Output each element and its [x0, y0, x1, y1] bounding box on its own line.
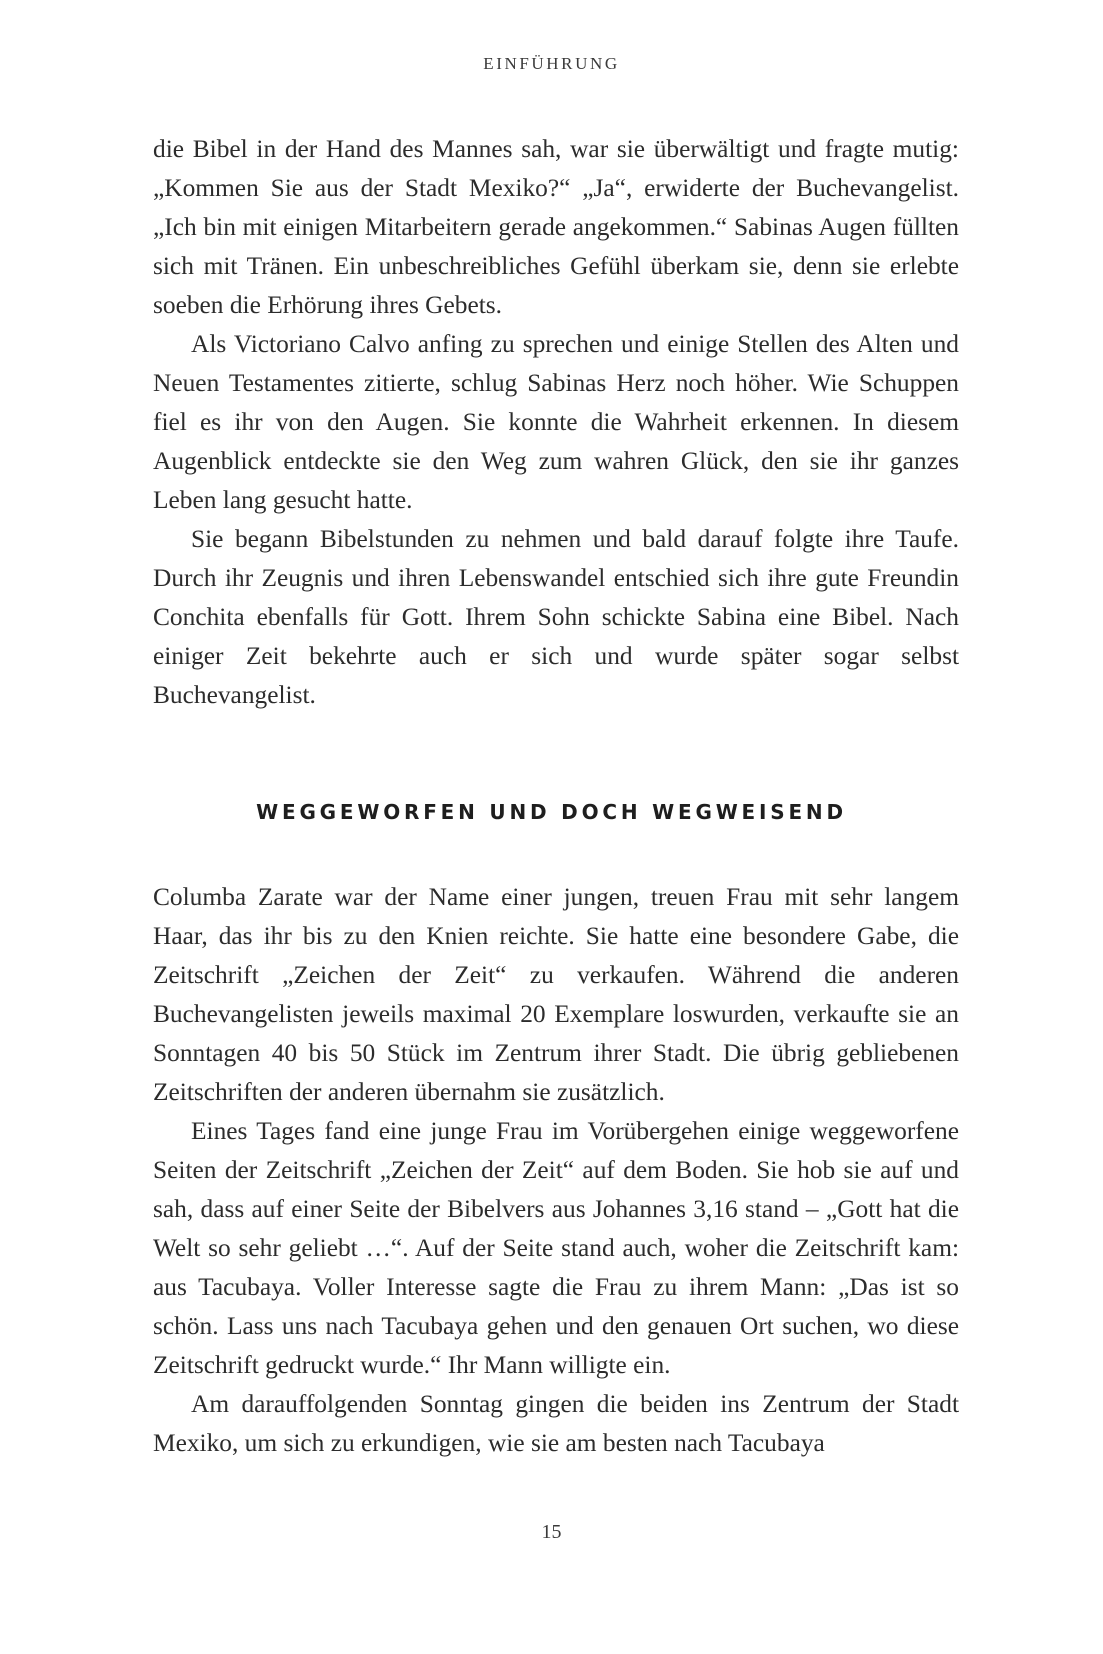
paragraph: die Bibel in der Hand des Mannes sah, war sie überwältigt und fragte mutig: „Kommen Sie aus der Stadt Mexiko?“ „Ja“, erwiderte der Buchevangelist. „Ich bin mit einigen Mitarbeitern gerade angekommen.“ Sabinas Augen füllten sich mit Tränen. Ein unbeschreibliches Gefühl überkam sie, denn sie erlebte soeben die Erhörung ihres Gebets. [153, 135, 959, 319]
body-text-bottom [153, 878, 959, 1463]
section-heading: WEGGEWORFEN UND DOCH WEGWEISEND [256, 800, 847, 824]
running-head: EINFÜHRUNG [483, 54, 620, 73]
paragraph: Columba Zarate war der Name einer jungen, treuen Frau mit sehr langem Haar, das ihr bis zu den Knien reichte. Sie hatte eine besondere Gabe, die Zeitschrift „Zeichen der Zeit“ zu verkaufen. Während die anderen Buchevangelisten jeweils maximal 20 Exemplare loswurden, verkaufte sie an Sonntagen 40 bis 50 Stück im Zentrum ihrer Stadt. Die übrig gebliebenen Zeitschriften der anderen übernahm sie zusätzlich. [153, 883, 959, 1106]
paragraph: Am darauffolgenden Sonntag gingen die beiden ins Zentrum der Stadt Mexiko, um sich zu erkundigen, wie sie am besten nach Tacubaya [153, 1390, 959, 1457]
paragraph: Sie begann Bibelstunden zu nehmen und bald darauf folgte ihre Taufe. Durch ihr Zeugnis und ihren Lebenswandel entschied sich ihre gute Freundin Conchita ebenfalls für Gott. Ihrem Sohn schickte Sabina eine Bibel. Nach einiger Zeit bekehrte auch er sich und wurde später sogar selbst Buchevangelist. [153, 525, 959, 709]
page-number: 15 [541, 1521, 562, 1543]
paragraph: Als Victoriano Calvo anfing zu sprechen und einige Stellen des Alten und Neuen Testamentes zitierte, schlug Sabinas Herz noch höher. Wie Schuppen fiel es ihr von den Augen. Sie konnte die Wahrheit erkennen. In diesem Augenblick entdeckte sie den Weg zum wahren Glück, den sie ihr ganzes Leben lang gesucht hatte. [153, 330, 959, 514]
body-text-top [153, 130, 959, 715]
paragraph: Eines Tages fand eine junge Frau im Vorübergehen einige weggeworfene Seiten der Zeitschrift „Zeichen der Zeit“ auf dem Boden. Sie hob sie auf und sah, dass auf einer Seite der Bibelvers aus Johannes 3,16 stand – „Gott hat die Welt so sehr geliebt …“. Auf der Seite stand auch, woher die Zeitschrift kam: aus Tacubaya. Voller Interesse sagte die Frau zu ihrem Mann: „Das ist so schön. Lass uns nach Tacubaya gehen und den genauen Ort suchen, wo diese Zeitschrift gedruckt wurde.“ Ihr Mann willigte ein. [153, 1117, 959, 1379]
